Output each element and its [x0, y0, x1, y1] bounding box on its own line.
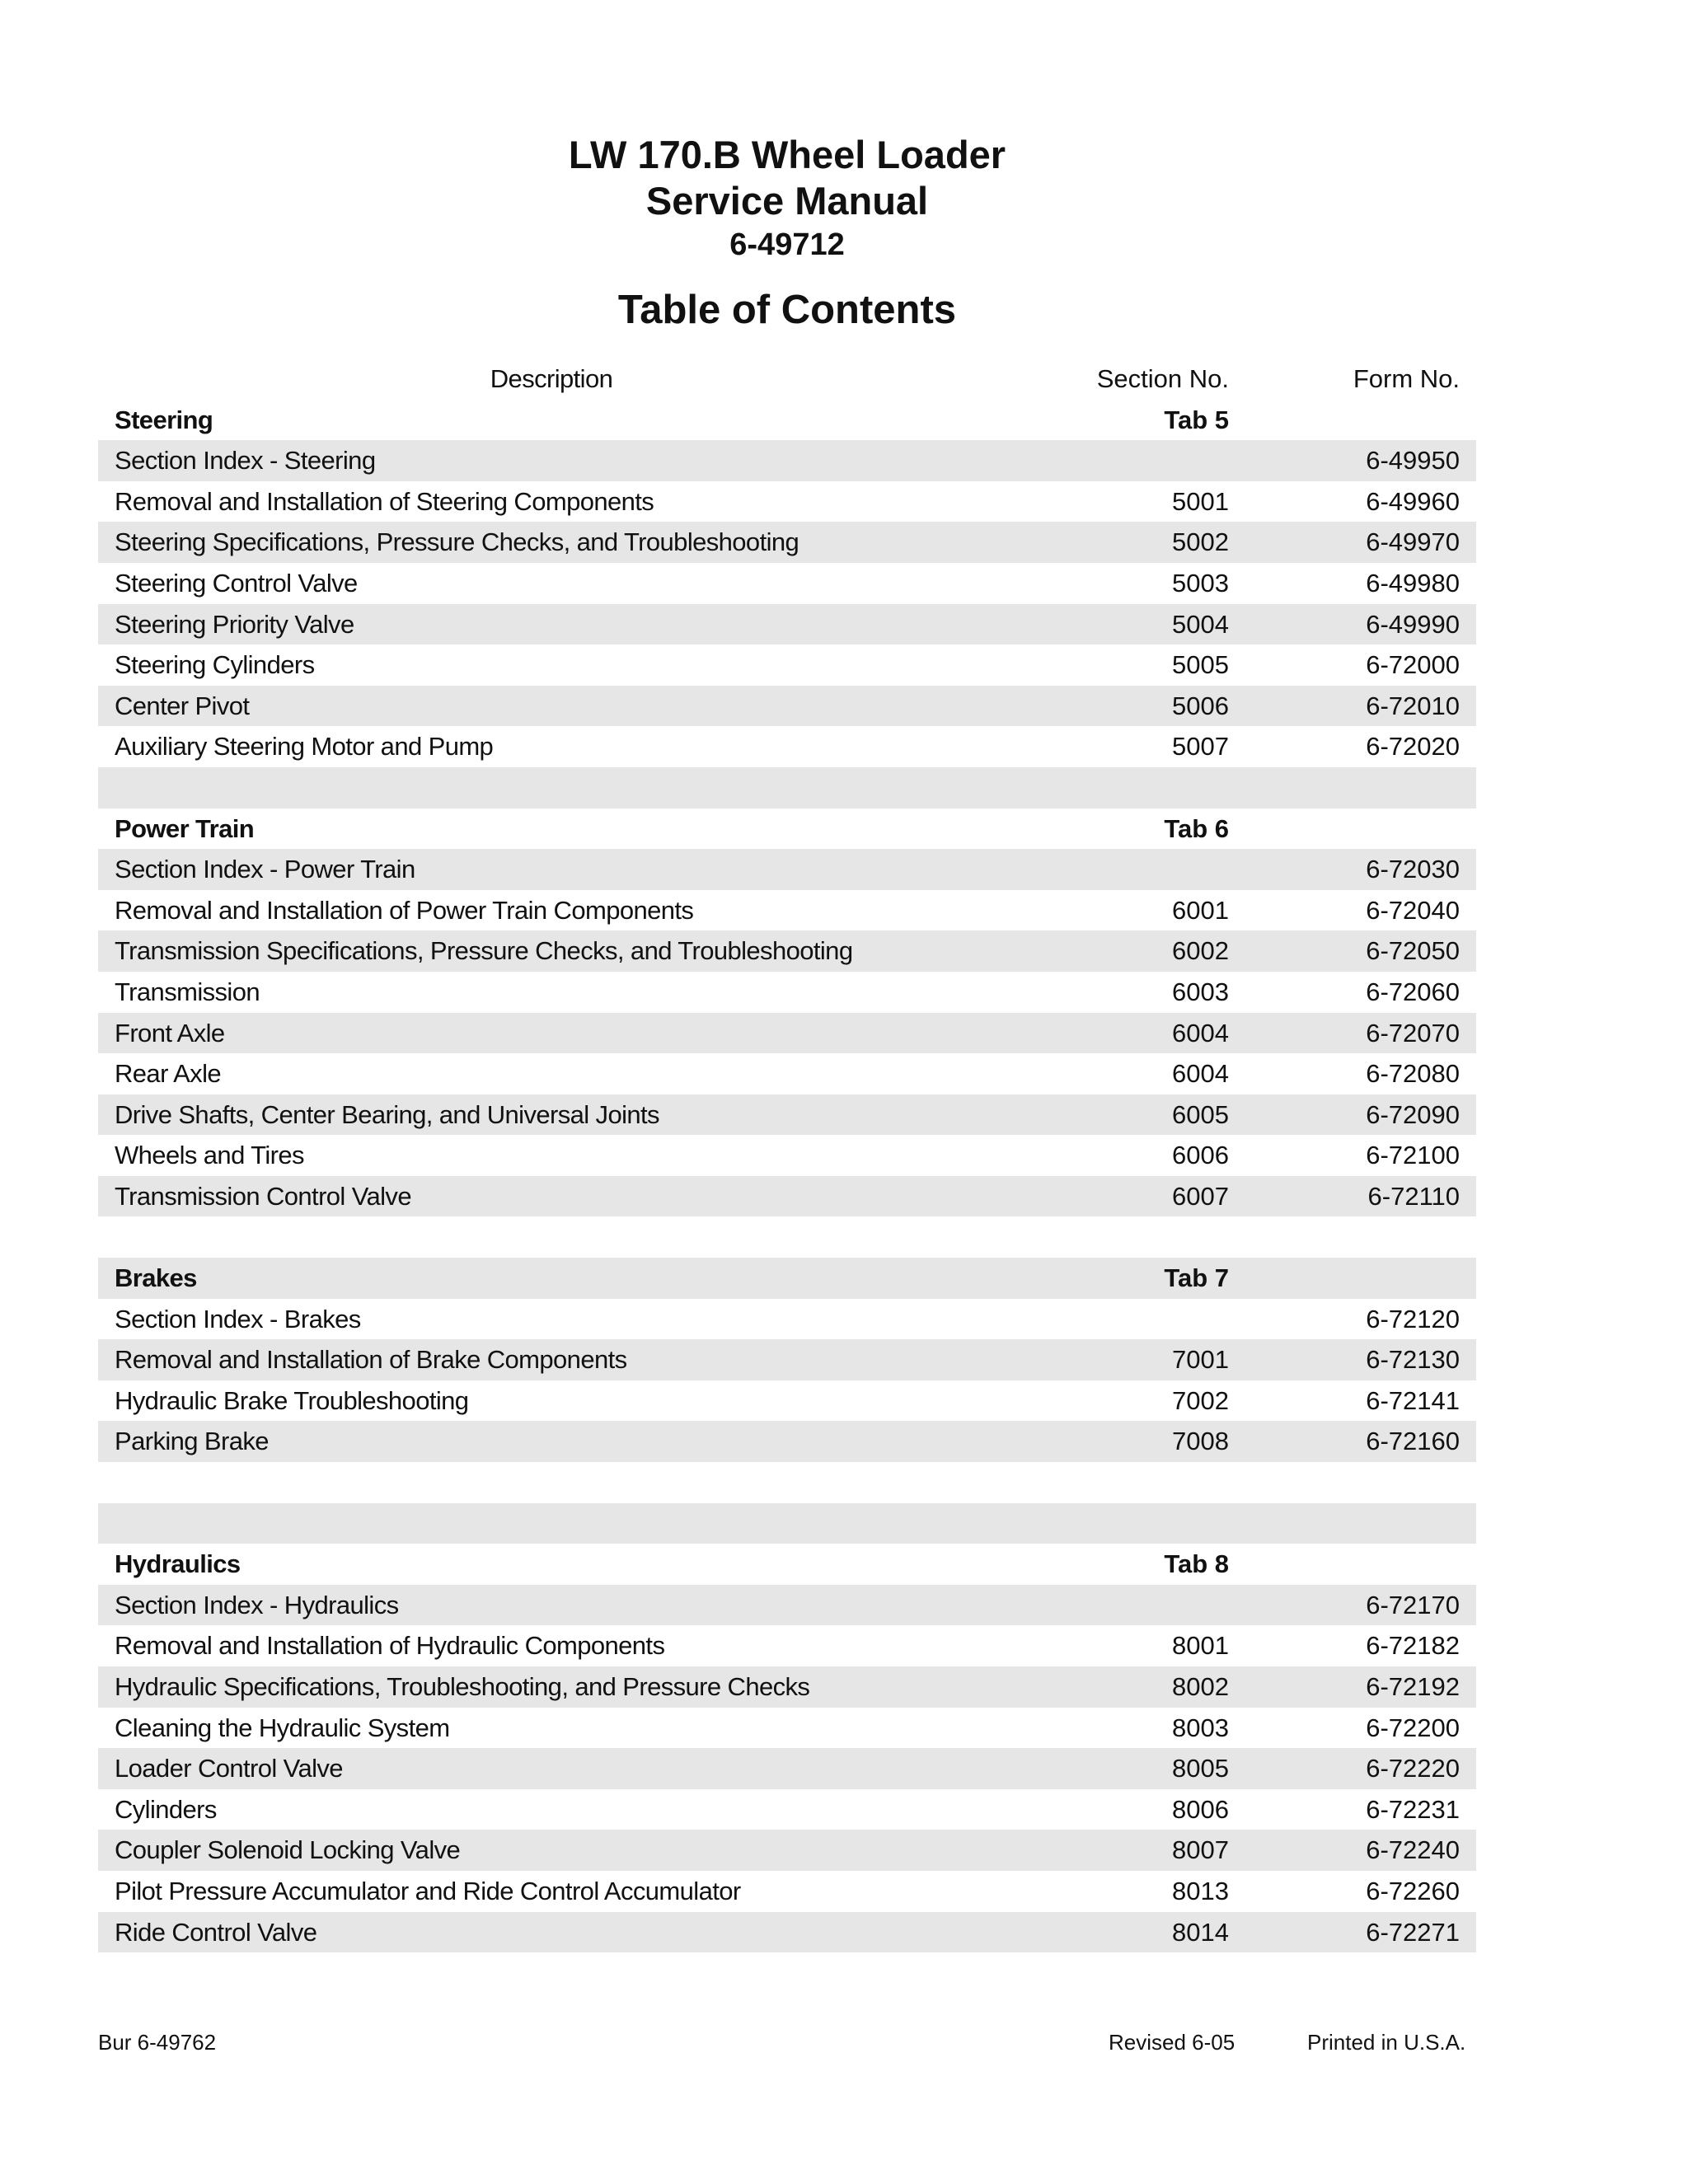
toc-rows [98, 400, 1476, 1953]
footer-document-code: Bur 6-49762 [98, 2030, 217, 2055]
section-header-row [98, 1258, 1476, 1299]
entry-form-no: 6-72130 [1366, 1345, 1460, 1375]
section-tab: Tab 8 [1164, 1549, 1229, 1579]
entry-form-no: 6-72192 [1366, 1672, 1460, 1701]
section-title: Steering [115, 405, 213, 434]
entry-form-no: 6-72120 [1366, 1304, 1460, 1333]
entry-description: Steering Cylinders [115, 650, 315, 680]
toc-entry-row [98, 726, 1476, 767]
toc-entry-row [98, 1666, 1476, 1708]
entry-section-no: 5005 [1172, 650, 1229, 680]
section-header-row [98, 1544, 1476, 1585]
entry-description: Removal and Installation of Steering Components [115, 486, 654, 516]
entry-description: Cleaning the Hydraulic System [115, 1713, 450, 1742]
toc-entry-row [98, 1585, 1476, 1626]
section-header-row [98, 808, 1476, 850]
entry-description: Auxiliary Steering Motor and Pump [115, 732, 494, 762]
entry-section-no: 5006 [1172, 691, 1229, 720]
entry-description: Parking Brake [115, 1427, 269, 1456]
entry-form-no: 6-72260 [1366, 1876, 1460, 1905]
entry-description: Cylinders [115, 1794, 217, 1824]
toc-entry-row [98, 1912, 1476, 1953]
column-header-section-no: Section No. [1096, 364, 1229, 393]
toc-entry-row [98, 1380, 1476, 1422]
entry-form-no: 6-72160 [1366, 1427, 1460, 1456]
entry-form-no: 6-72170 [1366, 1590, 1460, 1619]
entry-section-no: 7008 [1172, 1427, 1229, 1456]
entry-description: Removal and Installation of Brake Components [115, 1345, 627, 1375]
entry-form-no: 6-72080 [1366, 1059, 1460, 1089]
section-header-row [98, 400, 1476, 441]
entry-section-no: 8014 [1172, 1917, 1229, 1947]
entry-form-no: 6-72070 [1366, 1018, 1460, 1047]
toc-entry-row [98, 1748, 1476, 1789]
toc-entry-row [98, 1339, 1476, 1380]
section-title: Power Train [115, 813, 255, 843]
entry-description: Removal and Installation of Hydraulic Components [115, 1631, 665, 1661]
toc-entry-row [98, 930, 1476, 972]
entry-description: Steering Control Valve [115, 568, 358, 598]
section-tab: Tab 5 [1164, 405, 1229, 434]
entry-description: Center Pivot [115, 691, 250, 720]
entry-section-no: 7001 [1172, 1345, 1229, 1375]
document-subtitle: Service Manual [645, 179, 929, 223]
entry-section-no: 6004 [1172, 1018, 1229, 1047]
entry-description: Rear Axle [115, 1059, 221, 1089]
toc-entry-row [98, 1013, 1476, 1054]
entry-form-no: 6-72100 [1366, 1141, 1460, 1170]
toc-entry-row [98, 1871, 1476, 1912]
section-title: Hydraulics [115, 1549, 241, 1579]
entry-form-no: 6-72030 [1366, 855, 1460, 884]
entry-section-no: 7002 [1172, 1385, 1229, 1415]
entry-description: Pilot Pressure Accumulator and Ride Control Accumulator [115, 1876, 741, 1905]
entry-form-no: 6-72141 [1366, 1385, 1460, 1415]
entry-description: Wheels and Tires [115, 1141, 304, 1170]
toc-entry-row [98, 1421, 1476, 1462]
toc-entry-row [98, 563, 1476, 604]
entry-description: Steering Priority Valve [115, 609, 354, 639]
toc-entry-row [98, 1053, 1476, 1094]
entry-section-no: 8013 [1172, 1876, 1229, 1905]
entry-section-no: 6006 [1172, 1141, 1229, 1170]
toc-entry-row [98, 522, 1476, 563]
entry-section-no: 6001 [1172, 895, 1229, 925]
entry-description: Section Index - Steering [115, 446, 376, 476]
section-tab: Tab 7 [1164, 1263, 1229, 1293]
entry-section-no: 8006 [1172, 1794, 1229, 1824]
toc-entry-row [98, 604, 1476, 645]
entry-section-no: 5004 [1172, 609, 1229, 639]
column-header-form-no: Form No. [1353, 364, 1460, 393]
entry-form-no: 6-49970 [1366, 527, 1460, 557]
entry-section-no: 8005 [1172, 1754, 1229, 1783]
entry-section-no: 6005 [1172, 1099, 1229, 1129]
entry-section-no: 6002 [1172, 936, 1229, 966]
entry-description: Hydraulic Brake Troubleshooting [115, 1385, 469, 1415]
entry-form-no: 6-49990 [1366, 609, 1460, 639]
entry-form-no: 6-72010 [1366, 691, 1460, 720]
footer-revised: Revised 6-05 [1109, 2030, 1236, 2055]
entry-form-no: 6-72182 [1366, 1631, 1460, 1661]
toc-table [98, 359, 1476, 1952]
entry-description: Drive Shafts, Center Bearing, and Universal Joints [115, 1099, 659, 1129]
toc-entry-row [98, 481, 1476, 523]
entry-description: Steering Specifications, Pressure Checks, and Troubleshooting [115, 527, 799, 557]
entry-form-no: 6-72040 [1366, 895, 1460, 925]
spacer-row [98, 1462, 1476, 1503]
entry-section-no: 8003 [1172, 1713, 1229, 1742]
entry-description: Transmission [115, 977, 260, 1006]
toc-entry-row [98, 1625, 1476, 1666]
entry-form-no: 6-72220 [1366, 1754, 1460, 1783]
entry-form-no: 6-72271 [1366, 1917, 1460, 1947]
toc-entry-row [98, 1830, 1476, 1871]
entry-section-no: 5001 [1172, 486, 1229, 516]
entry-form-no: 6-72090 [1366, 1099, 1460, 1129]
entry-description: Front Axle [115, 1018, 225, 1047]
entry-form-no: 6-49980 [1366, 568, 1460, 598]
entry-form-no: 6-72231 [1366, 1794, 1460, 1824]
toc-entry-row [98, 440, 1476, 481]
column-header-row [98, 359, 1476, 400]
entry-form-no: 6-72050 [1366, 936, 1460, 966]
entry-form-no: 6-72240 [1366, 1835, 1460, 1865]
toc-entry-row [98, 1299, 1476, 1340]
entry-section-no: 8001 [1172, 1631, 1229, 1661]
entry-section-no: 6004 [1172, 1059, 1229, 1089]
toc-entry-row [98, 644, 1476, 686]
toc-entry-row [98, 1176, 1476, 1217]
entry-description: Ride Control Valve [115, 1917, 317, 1947]
entry-section-no: 5003 [1172, 568, 1229, 598]
entry-form-no: 6-49960 [1366, 486, 1460, 516]
entry-description: Removal and Installation of Power Train Components [115, 895, 694, 925]
entry-description: Coupler Solenoid Locking Valve [115, 1835, 461, 1865]
entry-description: Section Index - Brakes [115, 1304, 361, 1333]
toc-entry-row [98, 1094, 1476, 1136]
toc-entry-row [98, 1789, 1476, 1830]
toc-entry-row [98, 1135, 1476, 1176]
entry-description: Loader Control Valve [115, 1754, 343, 1783]
entry-section-no: 6007 [1172, 1181, 1229, 1211]
entry-section-no: 6003 [1172, 977, 1229, 1006]
spacer-row [98, 1503, 1476, 1544]
entry-form-no: 6-49950 [1366, 446, 1460, 476]
entry-form-no: 6-72020 [1366, 732, 1460, 762]
toc-entry-row [98, 849, 1476, 890]
section-tab: Tab 6 [1164, 813, 1229, 843]
spacer-row [98, 1216, 1476, 1258]
toc-entry-row [98, 972, 1476, 1013]
entry-description: Transmission Control Valve [115, 1181, 411, 1211]
section-title: Brakes [115, 1263, 197, 1293]
footer-printed: Printed in U.S.A. [1307, 2030, 1466, 2055]
entry-form-no: 6-72000 [1366, 650, 1460, 680]
entry-section-no: 5007 [1172, 732, 1229, 762]
entry-form-no: 6-72110 [1367, 1181, 1460, 1211]
entry-section-no: 5002 [1172, 527, 1229, 557]
entry-description: Section Index - Hydraulics [115, 1590, 399, 1619]
entry-description: Transmission Specifications, Pressure Checks, and Troubleshooting [115, 936, 853, 966]
toc-entry-row [98, 890, 1476, 931]
document-title: LW 170.B Wheel Loader [568, 133, 1006, 176]
toc-entry-row [98, 1708, 1476, 1749]
entry-section-no: 8007 [1172, 1835, 1229, 1865]
spacer-row [98, 767, 1476, 808]
entry-description: Section Index - Power Train [115, 855, 415, 884]
toc-heading: Table of Contents [617, 288, 957, 332]
entry-description: Hydraulic Specifications, Troubleshooting, and Pressure Checks [115, 1672, 810, 1701]
entry-form-no: 6-72200 [1366, 1713, 1460, 1742]
entry-form-no: 6-72060 [1366, 977, 1460, 1006]
toc-entry-row [98, 686, 1476, 727]
entry-section-no: 8002 [1172, 1672, 1229, 1701]
column-header-description: Description [490, 364, 613, 393]
document-number: 6-49712 [729, 227, 845, 262]
